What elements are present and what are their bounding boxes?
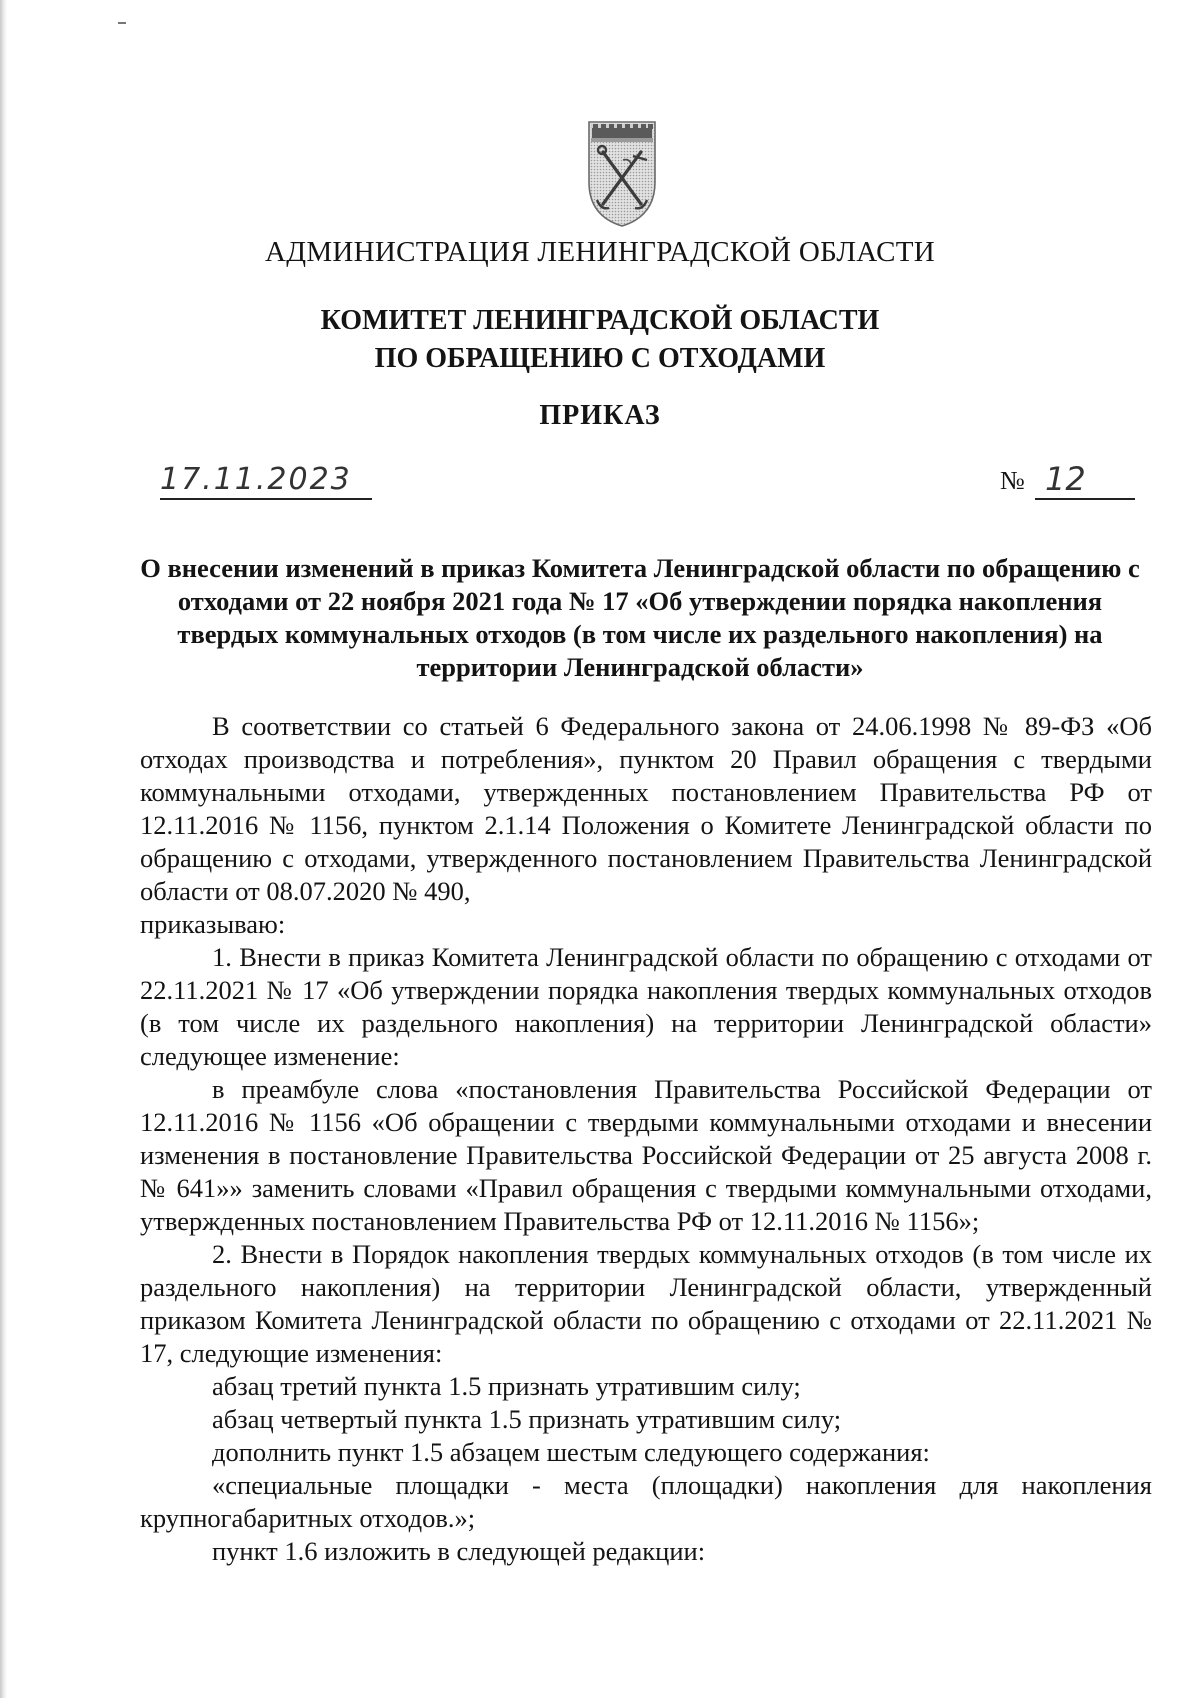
number-field: [1035, 458, 1135, 500]
document-subject: О внесении изменений в приказ Комитета Ленинградской области по обращению с отходами от 22 ноября 2021 года № 17 «Об утверждении порядка накопления твердых коммунальных отходов (в том числе их раздельного накопления) на территории Ленинградской области»: [140, 553, 1140, 682]
change-c-text: «специальные площадки - места (площадки) накопления для накопления крупногабаритных отходов.»;: [140, 1470, 1152, 1533]
change-a: абзац третий пункта 1.5 признать утратившим силу;: [212, 1371, 801, 1401]
change-b: абзац четвертый пункта 1.5 признать утратившим силу;: [212, 1404, 842, 1434]
committee-line-2: ПО ОБРАЩЕНИЮ С ОТХОДАМИ: [374, 343, 826, 374]
change-d: пункт 1.6 изложить в следующей редакции:: [212, 1536, 706, 1566]
handwritten-number: 12: [1045, 460, 1086, 498]
number-label: №: [1000, 466, 1025, 495]
document-type: ПРИКАЗ: [539, 400, 661, 431]
item-2: 2. Внести в Порядок накопления твердых коммунальных отходов (в том числе их раздельного накопления) на территории Ленинградской области, утвержденный приказом Комитета Ленинградской области по обращению с отходами от 22.11.2021 № 17, следующие изменения:: [140, 1239, 1152, 1368]
coat-of-arms-icon: [587, 120, 657, 228]
item-1: 1. Внести в приказ Комитета Ленинградской области по обращению с отходами от 22.11.2021 № 17 «Об утверждении порядка накопления твердых коммунальных отходов (в том числе их раздельного накопления) на территории Ленинградской области» следующее изменение:: [140, 942, 1152, 1071]
committee-name: [0, 302, 1200, 378]
handwritten-date: 17.11.2023: [160, 462, 352, 497]
decree-word: приказываю:: [140, 909, 286, 939]
item-1-change: в преамбуле слова «постановления Правительства Российской Федерации от 12.11.2016 № 1156 «Об обращении с твердыми коммунальными отходами и внесении изменения в постановление Правительства Российской Федерации от 25 августа 2008 г. № 641»» заменить словами «Правил обращения с твердыми коммунальными отходами, утвержденных постановлением Правительства РФ от 12.11.2016 № 1156»;: [140, 1074, 1152, 1236]
scan-artifact: [118, 22, 126, 24]
committee-line-1: КОМИТЕТ ЛЕНИНГРАДСКОЙ ОБЛАСТИ: [320, 305, 880, 336]
preamble-paragraph: В соответствии со статьей 6 Федерального закона от 24.06.1998 № 89-ФЗ «Об отходах производства и потребления», пунктом 20 Правил обращения с твердыми коммунальными отходами, утвержденных постановлением Правительства РФ от 12.11.2016 № 1156, пунктом 2.1.14 Положения о Комитете Ленинградской области по обращению с отходами, утвержденного постановлением Правительства Ленинградской области от 08.07.2020 № 490,: [140, 711, 1152, 906]
change-c: дополнить пункт 1.5 абзацем шестым следующего содержания:: [212, 1437, 930, 1467]
organization-name: АДМИНИСТРАЦИЯ ЛЕНИНГРАДСКОЙ ОБЛАСТИ: [265, 236, 935, 268]
date-field: [160, 458, 372, 500]
document-body: [140, 710, 1152, 1568]
